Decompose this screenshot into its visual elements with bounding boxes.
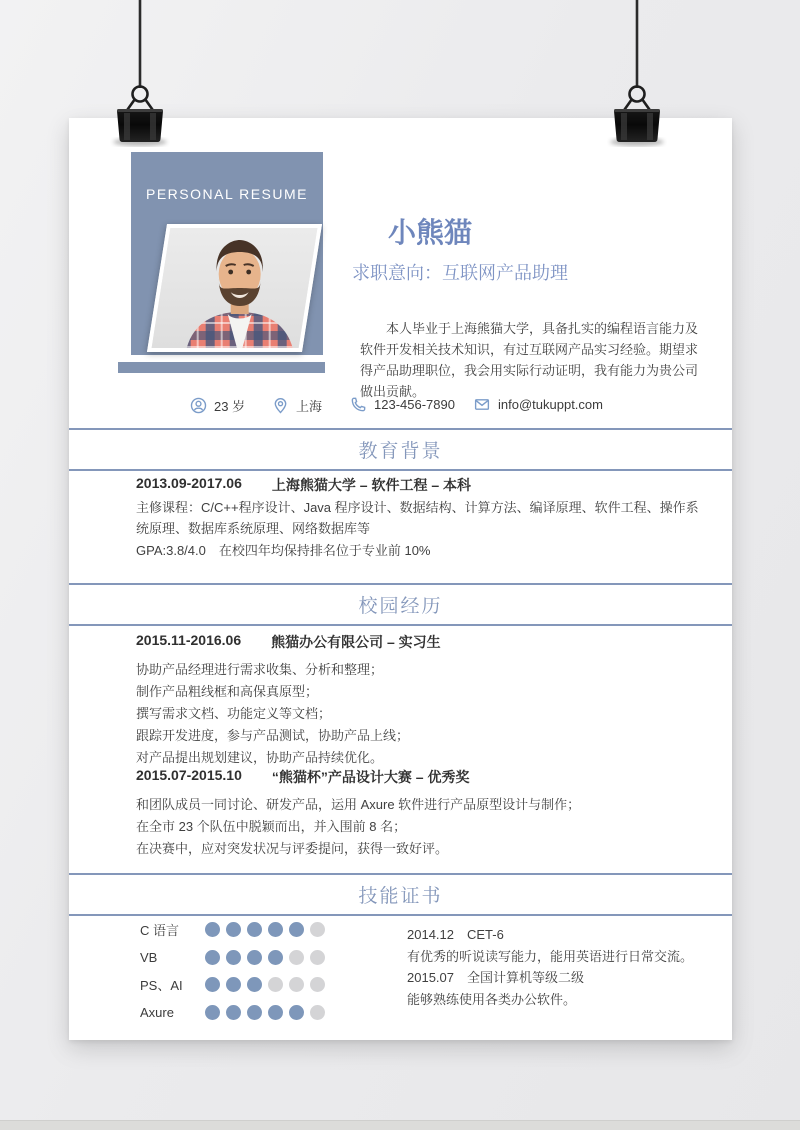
skill-dot-filled — [289, 1005, 304, 1020]
certificate-desc: 能够熟练使用各类办公软件。 — [407, 991, 577, 1007]
skill-dots — [205, 977, 331, 992]
campus-entry-lines-2 — [136, 794, 704, 860]
header-accent-bar — [118, 362, 325, 373]
contact-phone — [350, 396, 455, 413]
skill-dot-empty — [289, 950, 304, 965]
skill-dot-filled — [247, 977, 262, 992]
skill-dots — [205, 922, 331, 937]
skill-dot-empty — [268, 977, 283, 992]
skill-dot-filled — [247, 922, 262, 937]
skill-dot-filled — [205, 922, 220, 937]
skill-dot-filled — [205, 1005, 220, 1020]
section-title-education: 教育背景 — [358, 441, 443, 462]
binder-clip-right — [607, 0, 667, 150]
campus-line: 制作产品粗线框和高保真原型； — [136, 684, 319, 699]
skill-dot-filled — [226, 950, 241, 965]
clip-highlight — [150, 113, 156, 140]
skill-dot-filled — [247, 1005, 262, 1020]
clip-highlight — [647, 113, 653, 140]
campus-line: 撰写需求文档、功能定义等文档； — [136, 706, 332, 721]
campus-entry-head-1 — [136, 632, 441, 652]
skill-label: C 语言 — [140, 923, 180, 938]
skill-dot-empty — [310, 1005, 325, 1020]
phone-icon — [350, 396, 367, 413]
campus-line: 和团队成员一同讨论、研发产品，运用 Axure 软件进行产品原型设计与制作； — [136, 797, 581, 812]
skill-dot-filled — [268, 922, 283, 937]
education-entry-head — [136, 475, 471, 495]
campus-role-2: “熊猫杯”产品设计大赛 – 优秀奖 — [271, 769, 470, 785]
education-courses: 主修课程：C/C++程序设计、Java 程序设计、数据结构、计算方法、编译原理、软件工程、操作系统原理、数据库系统原理、网络数据库等 — [136, 500, 699, 536]
skill-dot-filled — [268, 1005, 283, 1020]
skill-row — [140, 950, 331, 965]
skill-dots — [205, 950, 331, 965]
skill-dot-filled — [226, 922, 241, 937]
campus-line: 协助产品经理进行需求收集、分析和整理； — [136, 662, 384, 677]
resume-paper — [69, 118, 732, 1040]
skill-label: VB — [140, 949, 158, 965]
campus-line: 对产品提出规划建议，协助产品持续优化。 — [136, 750, 384, 765]
contact-phone-text: 123-456-7890 — [374, 397, 455, 412]
skill-row — [140, 922, 331, 937]
campus-period-2: 2015.07-2015.10 — [136, 767, 242, 783]
campus-line: 在全市 23 个队伍中脱颖而出，并入围前 8 名； — [136, 819, 407, 834]
skill-dot-empty — [310, 922, 325, 937]
skill-label: PS、AI — [140, 978, 183, 993]
self-summary: 本人毕业于上海熊猫大学，具备扎实的编程语言能力及软件开发相关技术知识，有过互联网产品实习经验。期望求得产品助理职位，我会用实际行动证明，我有能力为贵公司做出贡献。 — [360, 321, 699, 399]
section-band-education — [69, 428, 732, 471]
header-label: PERSONAL RESUME — [145, 186, 308, 202]
campus-line: 在决赛中，应对突发状况与评委提问，获得一致好评。 — [136, 841, 449, 856]
section-title-campus: 校园经历 — [358, 596, 443, 617]
certificates-list — [407, 924, 693, 1010]
binder-clip-left — [110, 0, 170, 150]
location-pin-icon — [272, 397, 289, 414]
campus-entry-lines-1 — [136, 659, 704, 769]
contact-email-text: info@tukuppt.com — [498, 397, 603, 412]
skill-dot-filled — [226, 977, 241, 992]
skill-label: Axure — [140, 1004, 174, 1020]
skill-dot-filled — [205, 950, 220, 965]
campus-role-1: 熊猫办公有限公司 – 实习生 — [271, 634, 441, 650]
contact-city — [272, 396, 322, 415]
clip-body — [614, 111, 660, 142]
clip-body — [117, 111, 163, 142]
skill-dot-filled — [289, 922, 304, 937]
clip-highlight — [621, 113, 627, 140]
skill-row — [140, 977, 331, 992]
campus-line: 跟踪开发进度，参与产品测试，协助产品上线； — [136, 728, 410, 743]
campus-period-1: 2015.11-2016.06 — [136, 632, 242, 648]
profile-photo-illustration — [147, 224, 322, 352]
section-title-skills: 技能证书 — [358, 886, 443, 907]
skills-list — [140, 922, 331, 1032]
skill-dot-filled — [205, 977, 220, 992]
education-gpa: GPA:3.8/4.0 在校四年均保持排名位于专业前 10% — [136, 543, 431, 558]
certificate-line: 2015.07 全国计算机等级二级 — [407, 970, 584, 985]
skill-dot-filled — [226, 1005, 241, 1020]
candidate-name: 小熊猫 — [388, 217, 473, 248]
contact-email — [473, 396, 603, 413]
certificate-line: 2014.12 CET-6 — [407, 927, 504, 942]
section-band-campus — [69, 583, 732, 626]
education-period: 2013.09-2017.06 — [136, 475, 242, 491]
background-floor-strip — [0, 1120, 800, 1130]
contact-age — [190, 396, 245, 415]
skill-dot-filled — [247, 950, 262, 965]
skill-dots — [205, 1005, 331, 1020]
envelope-icon — [473, 396, 491, 413]
contact-age-text: 23 岁 — [214, 399, 246, 414]
profile-photo — [147, 224, 322, 352]
job-intention: 求职意向：互联网产品助理 — [352, 263, 568, 283]
clip-body-rim — [614, 109, 660, 112]
skill-row — [140, 1005, 331, 1020]
skill-dot-filled — [268, 950, 283, 965]
skill-dot-empty — [310, 977, 325, 992]
contact-city-text: 上海 — [296, 399, 323, 414]
skill-dot-empty — [310, 950, 325, 965]
skill-dot-empty — [289, 977, 304, 992]
person-icon — [190, 397, 207, 414]
clip-highlight — [124, 113, 130, 140]
campus-entry-head-2 — [136, 767, 469, 787]
clip-body-rim — [117, 109, 163, 112]
section-band-skills — [69, 873, 732, 916]
certificate-desc: 有优秀的听说读写能力，能用英语进行日常交流。 — [407, 948, 694, 964]
education-school: 上海熊猫大学 – 软件工程 – 本科 — [271, 477, 472, 493]
